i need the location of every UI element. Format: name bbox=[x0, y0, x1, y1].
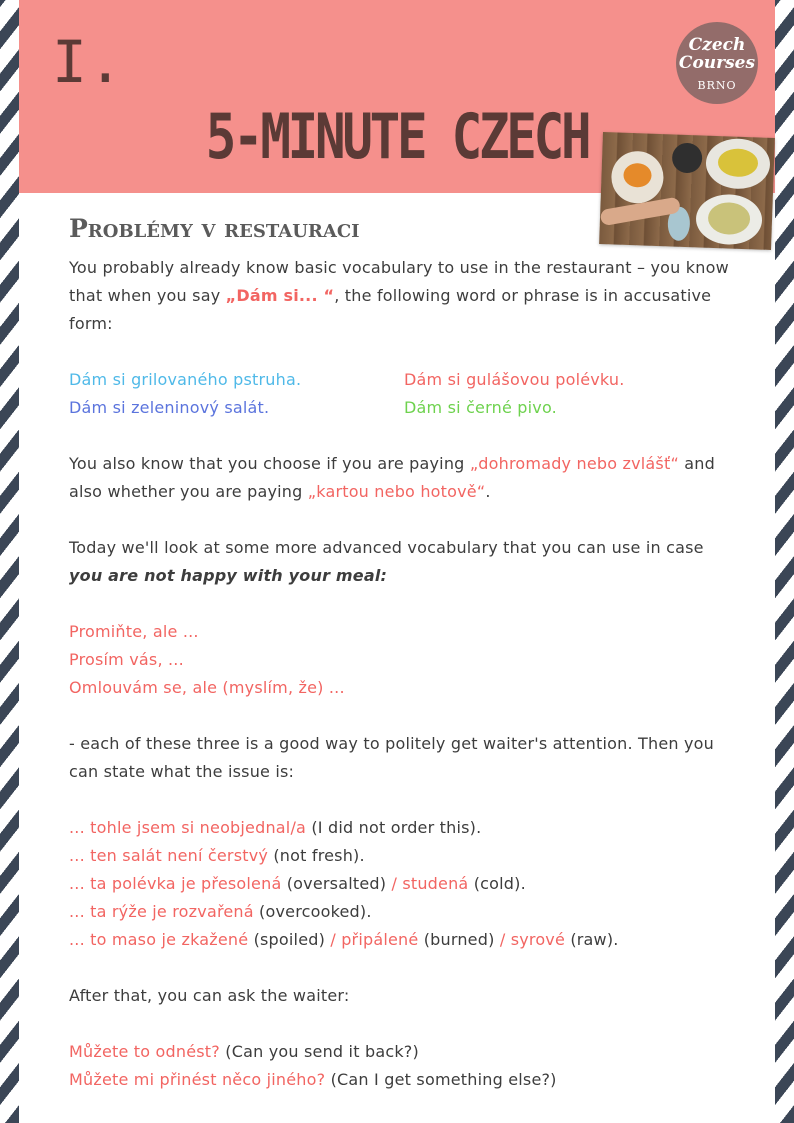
question-1: Můžete to odnést? (Can you send it back?) bbox=[69, 1042, 419, 1061]
example-4: Dám si černé pivo. bbox=[404, 398, 557, 417]
explain-paragraph: - each of these three is a good way to politely get waiter's attention. Then you can state what the issue is: bbox=[69, 734, 715, 781]
section-heading: Problémy v restauraci bbox=[69, 214, 360, 243]
issue-2: ... ten salát není čerstvý (not fresh). bbox=[69, 846, 365, 865]
opener-3: Omlouvám se, ale (myslím, že) ... bbox=[69, 678, 345, 697]
lesson-content bbox=[69, 206, 739, 1094]
lesson-number: I. bbox=[52, 28, 124, 96]
opener-1: Promiňte, ale ... bbox=[69, 622, 199, 641]
paying-paragraph: You also know that you choose if you are paying „dohromady nebo zvlášť“ and also whether you are paying „kartou nebo hotově“. bbox=[69, 454, 715, 501]
example-sentences bbox=[69, 366, 739, 422]
example-1: Dám si grilovaného pstruha. bbox=[69, 370, 302, 389]
example-3: Dám si gulášovou polévku. bbox=[404, 370, 625, 389]
page-title: 5-MINUTE CZECH bbox=[205, 100, 589, 173]
issue-3: ... ta polévka je přesolená (oversalted) / studená (cold). bbox=[69, 874, 526, 893]
issue-4: ... ta rýže je rozvařená (overcooked). bbox=[69, 902, 372, 921]
left-border-stripes bbox=[0, 0, 19, 1123]
opener-2: Prosím vás, ... bbox=[69, 650, 184, 669]
issue-1: ... tohle jsem si neobjednal/a (I did not order this). bbox=[69, 818, 482, 837]
advanced-paragraph: Today we'll look at some more advanced vocabulary that you can use in case you are not happy with your meal: bbox=[69, 538, 704, 585]
right-border-stripes bbox=[775, 0, 794, 1123]
question-2: Můžete mi přinést něco jiného? (Can I get something else?) bbox=[69, 1070, 557, 1089]
czech-courses-logo: Czech Courses BRNO bbox=[676, 22, 758, 104]
ask-paragraph: After that, you can ask the waiter: bbox=[69, 986, 350, 1005]
intro-paragraph: You probably already know basic vocabulary to use in the restaurant – you know that when you say „Dám si... “, the following word or phrase is in accusative form: bbox=[69, 258, 729, 333]
issue-5: ... to maso je zkažené (spoiled) / připálené (burned) / syrové (raw). bbox=[69, 930, 619, 949]
example-2: Dám si zeleninový salát. bbox=[69, 398, 270, 417]
